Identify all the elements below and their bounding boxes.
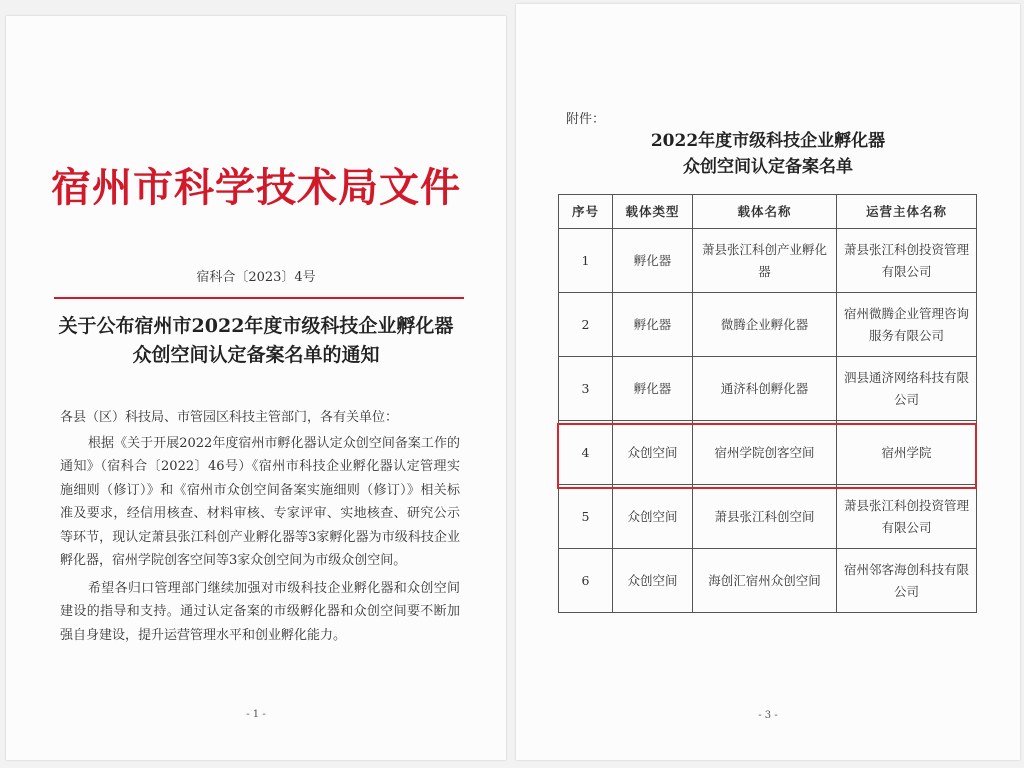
header-operator-name: 运营主体名称 bbox=[837, 195, 977, 229]
cell-carrier-type: 众创空间 bbox=[613, 549, 693, 613]
cell-index: 2 bbox=[559, 293, 613, 357]
cell-operator-name: 宿州邻客海创科技有限公司 bbox=[837, 549, 977, 613]
list-title-line-2: 众创空间认定备案名单 bbox=[683, 157, 853, 177]
cell-carrier-type: 孵化器 bbox=[613, 357, 693, 421]
table-row-highlighted bbox=[559, 421, 977, 485]
list-title-line-1: 2022年度市级科技企业孵化器 bbox=[650, 131, 886, 151]
cell-index: 6 bbox=[559, 549, 613, 613]
cell-carrier-type: 众创空间 bbox=[613, 485, 693, 549]
cell-operator-name: 泗县通济网络科技有限公司 bbox=[837, 357, 977, 421]
cell-carrier-name: 萧县张江科创空间 bbox=[693, 485, 837, 549]
issuer-header: 宿州市科学技术局文件 bbox=[51, 164, 461, 211]
list-title bbox=[516, 128, 1020, 180]
notice-body bbox=[60, 406, 460, 651]
cell-carrier-name: 通济科创孵化器 bbox=[693, 357, 837, 421]
document-page-3 bbox=[516, 4, 1020, 760]
header-index: 序号 bbox=[559, 195, 613, 229]
cell-operator-name: 萧县张江科创投资管理有限公司 bbox=[837, 485, 977, 549]
cell-operator-name: 宿州微腾企业管理咨询服务有限公司 bbox=[837, 293, 977, 357]
header-carrier-name: 载体名称 bbox=[693, 195, 837, 229]
cell-carrier-type: 孵化器 bbox=[613, 293, 693, 357]
registration-table bbox=[558, 194, 977, 613]
cell-index: 3 bbox=[559, 357, 613, 421]
document-page-1 bbox=[6, 16, 506, 760]
page-number: - 3 - bbox=[758, 710, 778, 721]
table-row bbox=[559, 357, 977, 421]
cell-carrier-name: 微腾企业孵化器 bbox=[693, 293, 837, 357]
cell-operator-name: 萧县张江科创投资管理有限公司 bbox=[837, 229, 977, 293]
cell-index: 5 bbox=[559, 485, 613, 549]
document-number: 宿科合〔2023〕4号 bbox=[196, 270, 316, 285]
cell-carrier-type: 孵化器 bbox=[613, 229, 693, 293]
body-paragraph: 希望各归口管理部门继续加强对市级科技企业孵化器和众创空间建设的指导和支持。通过认定备案的市级孵化器和众创空间要不断加强自身建设，提升运营管理水平和创业孵化能力。 bbox=[60, 580, 460, 643]
body-paragraph: 根据《关于开展2022年度宿州市孵化器认定众创空间备案工作的通知》（宿科合〔2022〕46号）《宿州市科技企业孵化器认定管理实施细则（修订）》和《宿州市众创空间备案实施细则（修订）》相关标准及要求，经信用核查、材料审核、专家评审、实地核查、研究公示等环节，现认定萧县张江科创产业孵化器等3家孵化器为市级科技企业孵化器，宿州学院创客空间等3家众创空间为市级众创空间。 bbox=[60, 435, 460, 568]
notice-title-line-1: 关于公布宿州市2022年度市级科技企业孵化器 bbox=[58, 315, 454, 337]
table-header-row bbox=[559, 195, 977, 229]
table-row bbox=[559, 229, 977, 293]
salutation: 各县（区）科技局、市管园区科技主管部门，各有关单位： bbox=[60, 410, 399, 425]
red-divider bbox=[54, 297, 464, 299]
table-row bbox=[559, 293, 977, 357]
cell-carrier-name: 宿州学院创客空间 bbox=[693, 421, 837, 485]
attachment-label: 附件： bbox=[566, 112, 606, 127]
page-number: - 1 - bbox=[246, 709, 266, 720]
header-carrier-type: 载体类型 bbox=[613, 195, 693, 229]
notice-title-line-2: 众创空间认定备案名单的通知 bbox=[132, 344, 380, 366]
table-row bbox=[559, 549, 977, 613]
cell-carrier-name: 海创汇宿州众创空间 bbox=[693, 549, 837, 613]
table-row bbox=[559, 485, 977, 549]
notice-title bbox=[6, 312, 506, 370]
cell-carrier-type: 众创空间 bbox=[613, 421, 693, 485]
cell-index: 1 bbox=[559, 229, 613, 293]
cell-operator-name: 宿州学院 bbox=[837, 421, 977, 485]
cell-carrier-name: 萧县张江科创产业孵化器 bbox=[693, 229, 837, 293]
cell-index: 4 bbox=[559, 421, 613, 485]
